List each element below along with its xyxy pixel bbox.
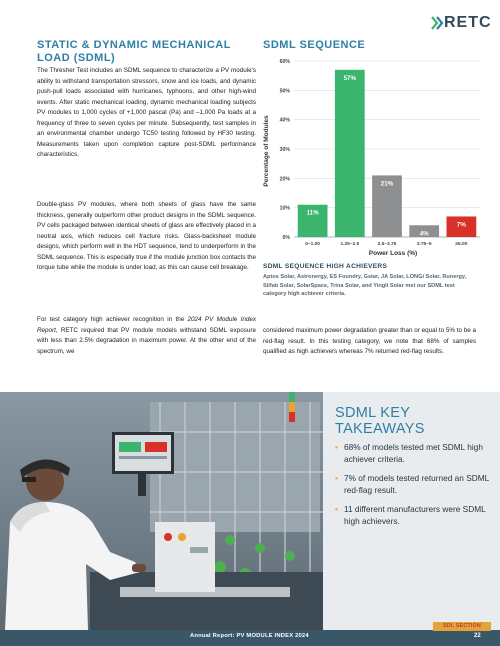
chart-heading: SDML SEQUENCE [263, 39, 366, 51]
bar-value-label: 21% [380, 180, 394, 188]
y-tick-label: 10% [279, 205, 290, 212]
y-tick-label: 50% [279, 88, 290, 95]
takeaway-item: • 11 different manufacturers were SDML high achievers. [335, 504, 493, 527]
paragraph-red-flag: considered maximum power degradation greater than or equal to 5% to be a red-flag result. In this testing category, we note that 68% of samples qualified as high achievers whereas 7% returned red-flag results. [263, 327, 476, 355]
y-tick-label: 60% [279, 59, 290, 65]
lab-photo-illustration [0, 392, 323, 630]
footer-report-label: Annual Report: [190, 633, 235, 639]
retc-logo-text: RETC [444, 14, 492, 31]
p3-text-before: For test category high achiever recognition in the [37, 316, 188, 323]
p3-text-after: , RETC required that PV module models withstand SDML exposure with less than 2.5% degradation in maximum power. At the other end of the spectrum, we [37, 326, 256, 355]
high-achievers-list: Aptos Solar, Astronergy, ES Foundry, Gstar, JA Solar, LONGi Solar, Runergy, Silfab Solar, SolarSpace, Trina Solar, and Yingli Solar met our SDML test category high achiever criteria. [263, 274, 467, 298]
y-tick-label: 0% [282, 235, 290, 241]
report-title-italic: 2024 PV Module Index Report [37, 316, 256, 334]
retc-logo-mark-icon [430, 15, 444, 31]
section-heading-sdml: STATIC & DYNAMIC MECHANICAL LOAD (SDML) [37, 39, 231, 64]
key-takeaways-panel [323, 392, 500, 630]
x-tick-label: 0–1.00 [305, 242, 320, 247]
y-axis-label: Percentage of Modules [263, 115, 270, 187]
page-footer [0, 623, 500, 646]
section-tag: SDL SECTION [433, 622, 491, 631]
paragraph-high-achiever-criteria [37, 315, 256, 357]
retc-logo [430, 12, 490, 34]
key-takeaways-list [335, 442, 493, 535]
bar [335, 70, 365, 237]
sdml-bar-chart [256, 55, 486, 260]
bar-value-label: 4% [419, 230, 429, 238]
paragraph-thresher-test: The Thresher Test includes an SDML sequence to characterize a PV module's ability to withstand transportation stressors, snow and ice loads, and dynamic push-pull loads associated with hurricanes, typhoons, and other high-wind events. After static mechanical loading, dynamic mechanical loading subjects PV modules to 1,000 cycles of +1,000 pascal (Pa) and –1,000 Pa loads at a frequency of three to seven cycles per minute. Subsequently, test samples in an environmental chamber undergo TC50 testing followed by HF30 testing. Measurements taken upon completion capture post-SDML performance characteristics. [37, 67, 256, 158]
footer-report-name: PV MODULE INDEX 2024 [236, 633, 309, 639]
y-tick-label: 20% [279, 176, 290, 183]
paragraph-double-glass: Double-glass PV modules, where both sheets of glass have the same thickness, generally outperform other product designs in the SDML sequence. PV cells packaged between identical sheets of glass are effectively placed in a neutral axis, which reduces cell fracture risks. Glass-backsheet module designs, which perform well in the HDT sequence, tend to underperform in the SDML sequence. This is especially true if the module junction box contacts the torque tube while the module is under load, as this can cause cell breakage. [37, 201, 256, 271]
y-tick-label: 30% [279, 147, 290, 153]
bar-value-label: 7% [456, 221, 466, 229]
lab-photo [0, 392, 323, 630]
high-achievers-title: SDML SEQUENCE HIGH ACHIEVERS [263, 263, 388, 270]
x-tick-label: 1.25–2.5 [340, 242, 360, 247]
y-tick-label: 40% [279, 117, 290, 124]
takeaway-item: • 68% of models tested met SDML high achiever criteria. [335, 442, 493, 465]
bar-value-label: 57% [343, 74, 356, 82]
key-takeaways-title: SDML KEY TAKEAWAYS [335, 405, 425, 437]
x-tick-label: 2.5–3.75 [377, 242, 397, 247]
takeaway-item: • 7% of models tested returned an SDML red-flag result. [335, 473, 493, 496]
high-achievers-box [263, 263, 476, 299]
page-number: 22 [474, 633, 481, 639]
x-tick-label: ≥5.00 [455, 242, 468, 247]
x-axis-label: Power Loss (%) [368, 250, 418, 257]
footer-report-title [190, 633, 309, 639]
chart-bars [298, 70, 477, 237]
x-tick-label: 3.75–5 [416, 242, 432, 247]
bar-value-label: 11% [306, 209, 319, 217]
